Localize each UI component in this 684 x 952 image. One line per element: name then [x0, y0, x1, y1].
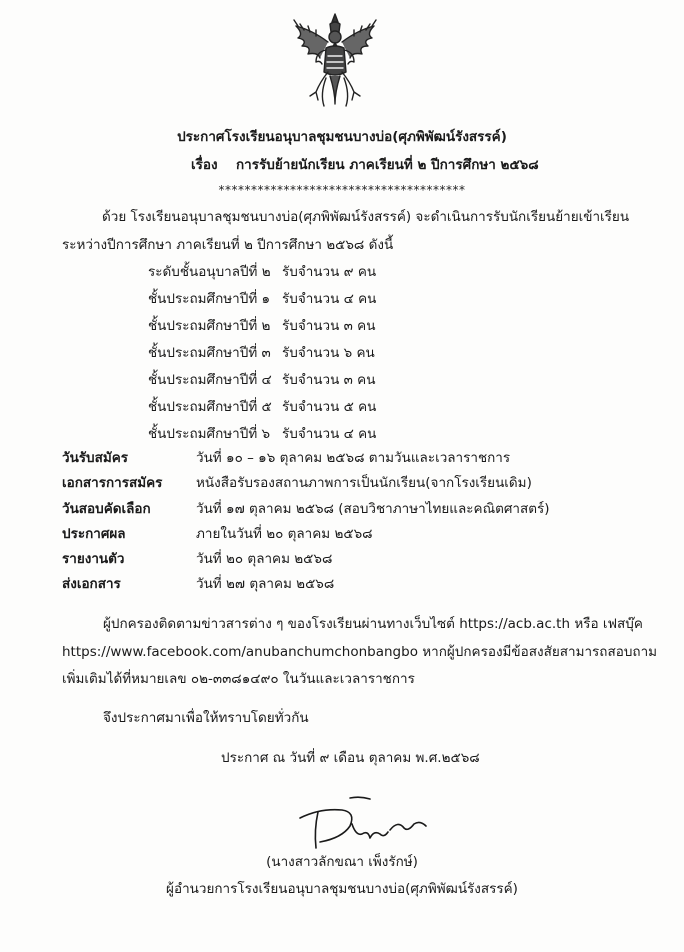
schedule-label: ประกาศผล [62, 526, 126, 542]
quota-count: รับจำนวน ๓ คน [282, 372, 376, 388]
quota-level: ชั้นประถมศึกษาปีที่ ๕ [148, 399, 272, 415]
schedule-value: วันที่ ๑๐ – ๑๖ ตุลาคม ๒๕๖๘ ตามวันและเวลาราชการ [196, 450, 511, 466]
announcement-date: ประกาศ ณ วันที่ ๙ เดือน ตุลาคม พ.ศ.๒๕๖๘ [221, 750, 480, 766]
handwritten-signature [290, 790, 440, 860]
quota-level: ชั้นประถมศึกษาปีที่ ๓ [148, 345, 271, 361]
quota-count: รับจำนวน ๕ คน [282, 399, 377, 415]
schedule-value: วันที่ ๒๗ ตุลาคม ๒๕๖๘ [196, 576, 335, 592]
quota-count: รับจำนวน ๔ คน [282, 291, 377, 307]
schedule-value: วันที่ ๑๗ ตุลาคม ๒๕๖๘ (สอบวิชาภาษาไทยและคณิตศาสตร์) [196, 501, 550, 517]
quota-level: ชั้นประถมศึกษาปีที่ ๔ [148, 372, 272, 388]
quota-count: รับจำนวน ๖ คน [282, 345, 375, 361]
schedule-label: วันสอบคัดเลือก [62, 501, 151, 517]
closing-text: จึงประกาศมาเพื่อให้ทราบโดยทั่วกัน [103, 710, 309, 726]
announcement-title: ประกาศโรงเรียนอนุบาลชุมชนบางบ่อ(ศุภพิพัฒน์รังสรรค์) [177, 129, 507, 145]
garuda-emblem-icon [290, 12, 380, 108]
schedule-label: วันรับสมัคร [62, 450, 129, 466]
schedule-value: ภายในวันที่ ๒๐ ตุลาคม ๒๕๖๘ [196, 526, 373, 542]
quota-count: รับจำนวน ๔ คน [282, 426, 377, 442]
intro-line-2: ระหว่างปีการศึกษา ภาคเรียนที่ ๒ ปีการศึกษา ๒๕๖๘ ดังนี้ [62, 237, 394, 253]
contact-line-2: https://www.facebook.com/anubanchumchonbangbo หากผู้ปกครองมีข้อสงสัยสามารถสอบถาม [62, 644, 658, 660]
intro-line-1: ด้วย โรงเรียนอนุบาลชุมชนบางบ่อ(ศุภพิพัฒน์รังสรรค์) จะดำเนินการรับนักเรียนย้ายเข้าเรียน [102, 209, 630, 225]
subject-text: การรับย้ายนักเรียน ภาคเรียนที่ ๒ ปีการศึกษา ๒๕๖๘ [236, 157, 539, 173]
quota-count: รับจำนวน ๙ คน [282, 264, 377, 280]
quota-level: ชั้นประถมศึกษาปีที่ ๑ [148, 291, 271, 307]
contact-line-1: ผู้ปกครองติดตามข่าวสารต่าง ๆ ของโรงเรียนผ่านทางเว็บไซต์ https://acb.ac.th หรือ เฟสบุ๊ค [103, 616, 643, 632]
divider-stars: ************************************** [218, 183, 466, 197]
signer-name: (นางสาวลักขณา เพ็งรักษ์) [266, 854, 418, 870]
schedule-label: เอกสารการสมัคร [62, 475, 163, 491]
quota-level: ชั้นประถมศึกษาปีที่ ๒ [148, 318, 271, 334]
contact-line-3: เพิ่มเติมได้ที่หมายเลข ๐๒-๓๓๘๑๔๙๐ ในวันและเวลาราชการ [62, 671, 415, 687]
quota-level: ชั้นประถมศึกษาปีที่ ๖ [148, 426, 271, 442]
schedule-label: รายงานตัว [62, 551, 125, 567]
signer-position: ผู้อำนวยการโรงเรียนอนุบาลชุมชนบางบ่อ(ศุภพิพัฒน์รังสรรค์) [166, 881, 518, 897]
schedule-value: หนังสือรับรองสถานภาพการเป็นนักเรียน(จากโรงเรียนเดิม) [196, 475, 532, 491]
schedule-value: วันที่ ๒๐ ตุลาคม ๒๕๖๘ [196, 551, 333, 567]
quota-count: รับจำนวน ๓ คน [282, 318, 376, 334]
schedule-label: ส่งเอกสาร [62, 576, 121, 592]
subject-label: เรื่อง [191, 157, 218, 173]
quota-level: ระดับชั้นอนุบาลปีที่ ๒ [148, 264, 271, 280]
